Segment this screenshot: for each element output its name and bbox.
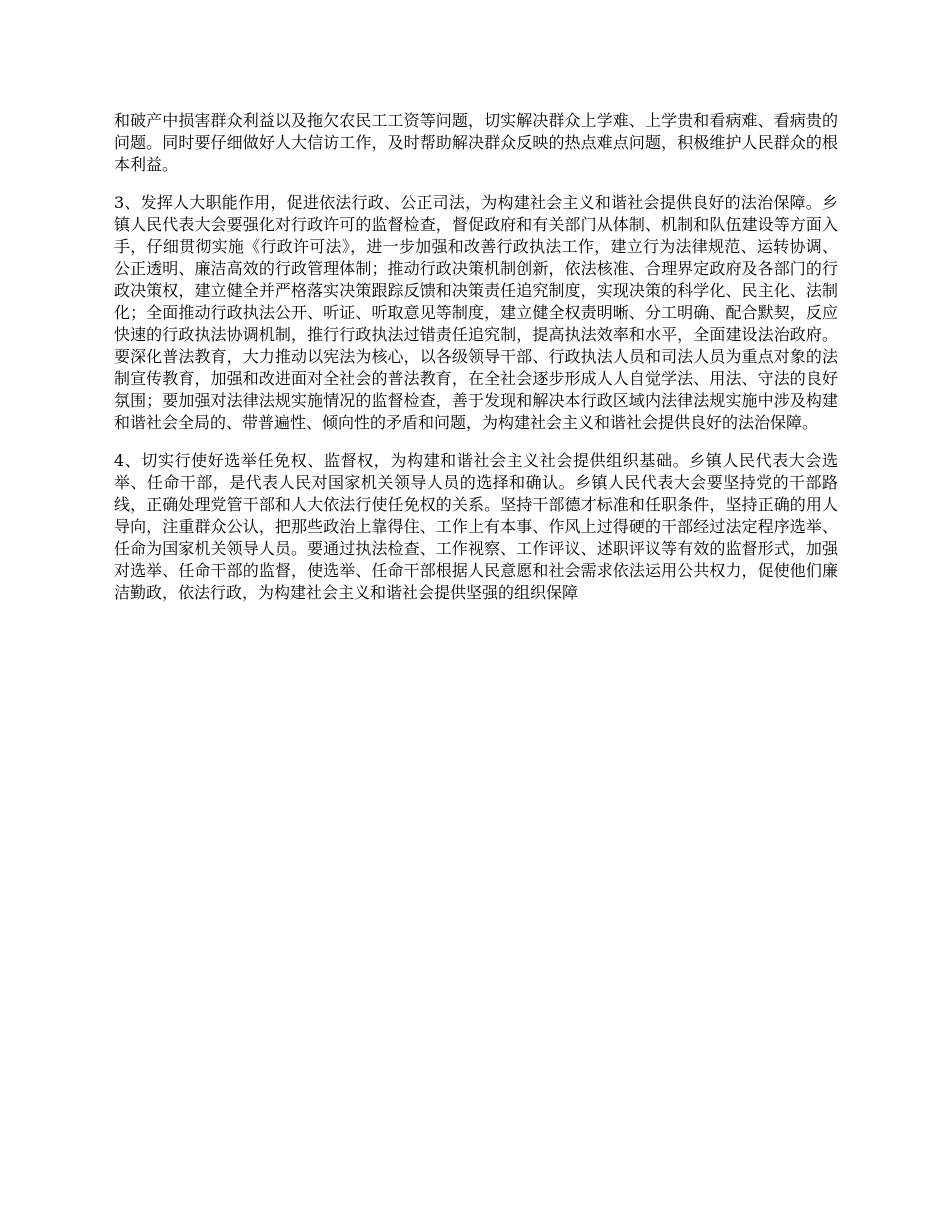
paragraph-continuation: 和破产中损害群众利益以及拖欠农民工工资等问题，切实解决群众上学难、上学贵和看病难、看病贵的问题。同时要仔细做好人大信访工作，及时帮助解决群众反映的热点难点问题，积极维护人民群众的根本利益。 — [114, 111, 838, 174]
paragraph-section-3: 3、发挥人大职能作用，促进依法行政、公正司法，为构建社会主义和谐社会提供良好的法治保障。乡镇人民代表大会要强化对行政许可的监督检查，督促政府和有关部门从体制、机制和队伍建设等方面入手，仔细贯彻实施《行政许可法》，进一步加强和改善行政执法工作，建立行为法律规范、运转协调、公正透明、廉洁高效的行政管理体制；推动行政决策机制创新，依法核准、合理界定政府及各部门的行政决策权，建立健全并严格落实决策跟踪反馈和决策责任追究制度，实现决策的科学化、民主化、法制化；全面推动行政执法公开、听证、听取意见等制度，建立健全权责明晰、分工明确、配合默契，反应快速的行政执法协调机制，推行行政执法过错责任追究制，提高执法效率和水平，全面建设法治政府。要深化普法教育，大力推动以宪法为核心，以各级领导干部、行政执法人员和司法人员为重点对象的法制宣传教育，加强和改进面对全社会的普法教育，在全社会逐步形成人人自觉学法、用法、守法的良好氛围；要加强对法律法规实施情况的监督检查，善于发现和解决本行政区域内法律法规实施中涉及构建和谐社会全局的、带普遍性、倾向性的矛盾和问题，为构建社会主义和谐社会提供良好的法治保障。 — [114, 193, 838, 432]
paragraph-section-4: 4、切实行使好选举任免权、监督权，为构建和谐社会主义社会提供组织基础。乡镇人民代表大会选举、任命干部，是代表人民对国家机关领导人员的选择和确认。乡镇人民代表大会要坚持党的干部路线，正确处理党管干部和人大依法行使任免权的关系。坚持干部德才标准和任职条件，坚持正确的用人导向，注重群众公认，把那些政治上靠得住、工作上有本事、作风上过得硬的干部经过法定程序选举、任命为国家机关领导人员。要通过执法检查、工作视察、工作评议、述职评议等有效的监督形式，加强对选举、任命干部的监督，使选举、任命干部根据人民意愿和社会需求依法运用公共权力，促使他们廉洁勤政，依法行政，为构建社会主义和谐社会提供坚强的组织保障 — [114, 451, 838, 602]
document-body — [114, 110, 838, 620]
